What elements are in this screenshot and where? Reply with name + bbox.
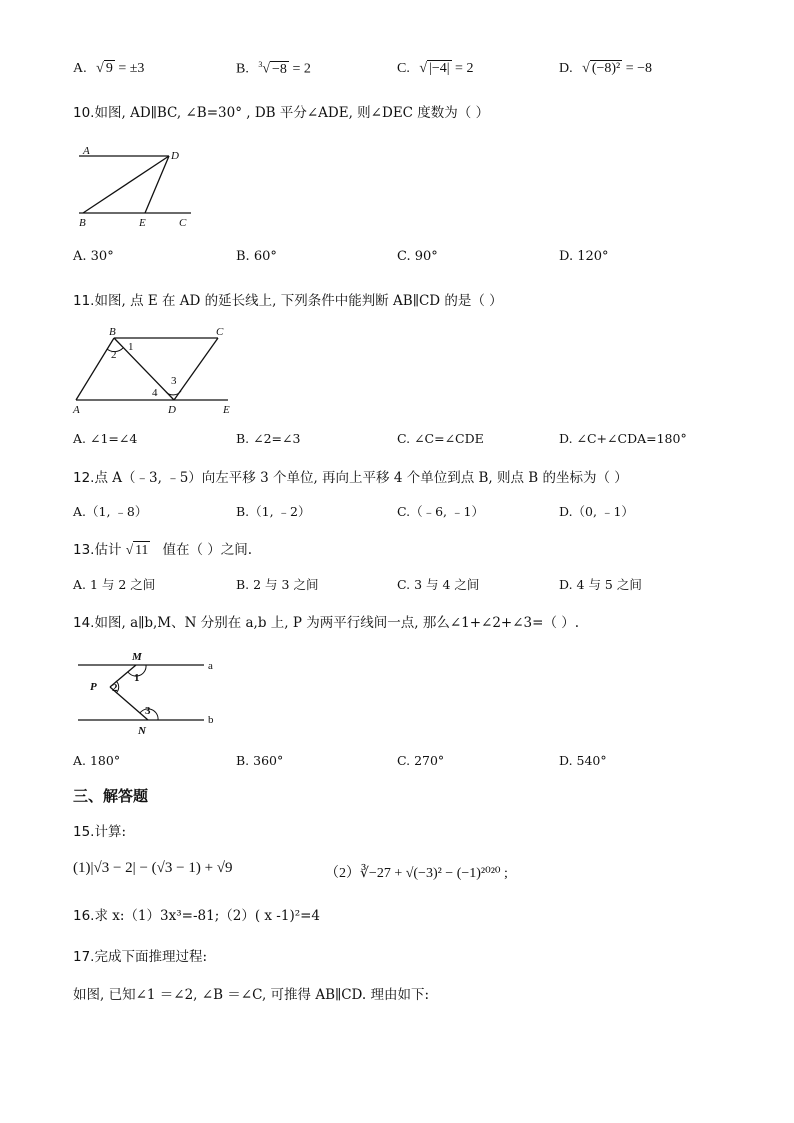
- q14-option-c: C. 270°: [397, 753, 445, 768]
- label-a: A: [83, 145, 90, 157]
- q11-option-b: B. ∠2=∠3: [236, 431, 301, 446]
- label-c: C: [179, 217, 187, 229]
- label-angle-1: 1: [134, 672, 140, 684]
- label-b: B: [109, 326, 116, 338]
- q11-figure: [70, 322, 240, 418]
- q10-option-a: A. 30°: [73, 249, 114, 264]
- label-angle-2: 2: [111, 349, 117, 361]
- q10-figure: [75, 143, 200, 233]
- question-text: 计算:: [94, 824, 127, 840]
- label-n: N: [138, 725, 146, 737]
- radicand: |−4|: [429, 61, 450, 76]
- question-number: 10.: [73, 105, 95, 121]
- question-text: 点 A（﹣3, ﹣5）向左平移 3 个单位, 再向上平移 4 个单位到点 B, 则点 B 的坐标为（ ）: [94, 470, 628, 486]
- q12-option-b: B.（1, ﹣2）: [236, 504, 311, 519]
- line-ab: [76, 338, 114, 400]
- q9-option-b: B. $^3$√ −8 = 2: [236, 60, 311, 77]
- label-angle-1: 1: [128, 341, 134, 353]
- q15-part2: （2）∛−27 + √(−3)² − (−1)²⁰²⁰ ;: [325, 866, 508, 881]
- label-d: D: [171, 150, 179, 162]
- question-number: 12.: [73, 470, 95, 486]
- sqrt-sign-icon: √: [96, 61, 104, 76]
- question-number: 11.: [73, 293, 95, 309]
- label-p: P: [90, 681, 97, 693]
- q11-option-a: A. ∠1=∠4: [73, 431, 138, 446]
- label-a: A: [73, 404, 80, 416]
- label-d: D: [168, 404, 176, 416]
- label-e: E: [139, 217, 146, 229]
- q11-option-c: C. ∠C=∠CDE: [397, 431, 484, 446]
- q9-option-d: D. √ (−8)² = −8: [559, 61, 653, 76]
- sqrt-sign-icon: √: [262, 61, 271, 77]
- question-number: 14.: [73, 615, 95, 631]
- q13-option-c: C. 3 与 4 之间: [397, 577, 480, 592]
- question-text: 完成下面推理过程:: [94, 949, 208, 965]
- q17-stem: [73, 945, 207, 965]
- q11-option-d: D. ∠C+∠CDA=180°: [559, 431, 687, 446]
- q12-option-d: D.（0, ﹣1）: [559, 504, 634, 519]
- line-bd: [114, 338, 174, 400]
- sqrt-sign-icon: √: [419, 61, 428, 76]
- radicand: (−8)²: [591, 61, 621, 76]
- q9-option-a: A. √ 9 = ±3: [73, 61, 145, 76]
- q10-option-c: C. 90°: [397, 249, 438, 264]
- q14-figure: [72, 650, 222, 738]
- option-label: A.: [73, 61, 87, 76]
- q12-option-c: C.（﹣6, ﹣1）: [397, 504, 484, 519]
- question-number: 16.: [73, 908, 95, 924]
- q16-stem: [73, 904, 320, 924]
- question-text: 如图, AD∥BC, ∠B=30° , DB 平分∠ADE, 则∠DEC 度数为（ ）: [94, 105, 490, 121]
- q13-option-d: D. 4 与 5 之间: [559, 577, 642, 592]
- question-text: 估计: [94, 542, 122, 558]
- question-number: 15.: [73, 824, 95, 840]
- q13-option-a: A. 1 与 2 之间: [73, 577, 156, 592]
- label-a: a: [208, 660, 213, 672]
- q15-part1: (1)|√3 − 2| − (√3 − 1) + √9: [73, 860, 233, 876]
- q10-option-b: B. 60°: [236, 249, 277, 264]
- question-text: 如图, 点 E 在 AD 的延长线上, 下列条件中能判断 AB∥CD 的是（ ）: [94, 293, 503, 309]
- label-angle-2: 2: [112, 682, 118, 694]
- option-label: D.: [559, 61, 573, 76]
- question-text: 求 x:（1）3x³=-81;（2）( x -1)²=4: [94, 908, 321, 924]
- label-e: E: [223, 404, 230, 416]
- question-number: 17.: [73, 949, 95, 965]
- label-angle-4: 4: [152, 387, 158, 399]
- radicand: −8: [272, 61, 287, 77]
- q17-line2: 如图, 已知∠1 ＝∠2, ∠B ＝∠C, 可推得 AB∥CD. 理由如下:: [73, 987, 430, 1003]
- line-bd: [83, 156, 169, 213]
- question-number: 13.: [73, 542, 95, 558]
- section-title: 三、解答题: [73, 787, 149, 805]
- option-label: C.: [397, 61, 410, 76]
- q14-option-b: B. 360°: [236, 753, 284, 768]
- radicand: 11: [135, 542, 149, 557]
- q13-stem: [73, 538, 252, 558]
- q12-stem: [73, 466, 628, 486]
- label-c: C: [216, 326, 224, 338]
- label-b: b: [208, 714, 214, 726]
- label-angle-3: 3: [171, 375, 177, 387]
- label-m: M: [132, 651, 142, 663]
- sqrt-sign-icon: √: [125, 542, 134, 557]
- q13-option-b: B. 2 与 3 之间: [236, 577, 319, 592]
- question-text: 值在（ ）之间.: [162, 542, 253, 558]
- root-index: 3: [258, 60, 263, 69]
- label-b: B: [79, 217, 86, 229]
- radicand: 9: [105, 61, 113, 76]
- q14-stem: [73, 611, 579, 631]
- q14-option-d: D. 540°: [559, 753, 607, 768]
- q14-option-a: A. 180°: [73, 753, 121, 768]
- q10-stem: [73, 101, 489, 121]
- q10-option-d: D. 120°: [559, 249, 609, 264]
- label-angle-3: 3: [145, 705, 151, 717]
- question-text: 如图, a∥b,M、N 分别在 a,b 上, P 为两平行线间一点, 那么∠1+∠2+∠3=（ ）.: [94, 615, 580, 631]
- q15-stem: [73, 820, 126, 840]
- q9-option-c: C. √ |−4| = 2: [397, 61, 474, 76]
- q12-option-a: A.（1, ﹣8）: [73, 504, 148, 519]
- sqrt-sign-icon: √: [582, 61, 590, 76]
- q11-stem: [73, 289, 503, 309]
- option-label: B.: [236, 61, 249, 77]
